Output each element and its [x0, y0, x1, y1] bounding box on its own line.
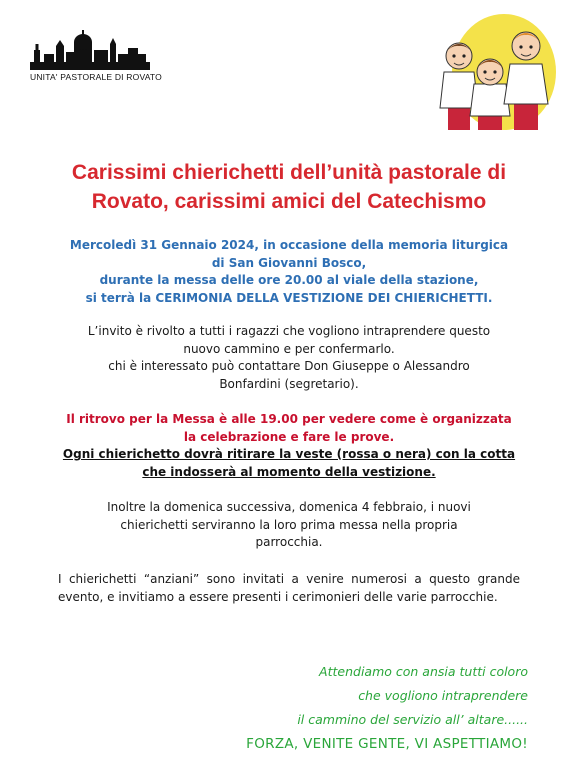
invite-line-4: Bonfardini (segretario). [219, 376, 359, 391]
closing-line-3: il cammino del servizio all’ altare...... [297, 712, 528, 727]
parish-logo [30, 28, 160, 82]
closing-message [168, 660, 528, 756]
page-title [20, 158, 558, 216]
closing-line-1: Attendiamo con ansia tutti coloro [319, 664, 528, 679]
invite-line-3: chi è interessato può contattare Don Giuseppe o Alessandro [108, 359, 470, 373]
meeting-line-3: Ogni chierichetto dovrà ritirare la veste (rossa o nera) con la cotta [62, 447, 516, 461]
meeting-line-2: la celebrazione e fare le prove. [183, 429, 395, 444]
announcement-line-1: Mercoledì 31 Gennaio 2024, in occasione della memoria liturgica [69, 238, 509, 252]
meeting-line-4: che indosserà al momento della vestizione. [142, 464, 436, 479]
announcement-line-3: durante la messa delle ore 20.00 al viale della stazione, [99, 273, 479, 287]
invite-line-1: L’invito è rivolto a tutti i ragazzi che vogliono intraprendere questo [87, 324, 491, 338]
sunday-line-3: parrocchia. [255, 535, 323, 549]
sunday-paragraph [20, 499, 558, 552]
anziani-paragraph: I chierichetti “anziani” sono invitati a venire numerosi a questo grande evento, e invitiamo a essere presenti i cerimonieri delle varie parrocchie. [58, 572, 520, 604]
announcement-line-4 [20, 290, 558, 308]
sunday-line-1: Inoltre la domenica successiva, domenica 4 febbraio, i nuovi [107, 500, 471, 514]
announcement-line-2: di San Giovanni Bosco, [211, 255, 367, 270]
invite-line-2: nuovo cammino e per confermarlo. [183, 341, 395, 356]
meeting-line-1: Il ritrovo per la Messa è alle 19.00 per vedere come è organizzata [66, 412, 512, 426]
altar-boys-illustration [438, 12, 556, 134]
ceremony-name: CERIMONIA DELLA VESTIZIONE DEI CHIERICHETTI. [155, 290, 493, 305]
logo-text: UNITA' PASTORALE DI ROVATO [30, 72, 162, 82]
sunday-line-2: chierichetti serviranno la loro prima messa nella propria [120, 517, 458, 532]
title-line-2: Rovato, carissimi amici del Catechismo [91, 190, 487, 213]
closing-line-2: che vogliono intraprendere [358, 688, 528, 703]
invite-paragraph [20, 323, 558, 393]
title-line-1: Carissimi chierichetti dell’unità pastorale di [71, 161, 507, 184]
meeting-paragraph [20, 411, 558, 481]
announcement-block [20, 237, 558, 307]
church-skyline-icon [30, 28, 150, 70]
announcement-line-4-prefix: si terrà la [85, 290, 156, 305]
closing-line-4: FORZA, VENITE GENTE, VI ASPETTIAMO! [246, 736, 528, 752]
